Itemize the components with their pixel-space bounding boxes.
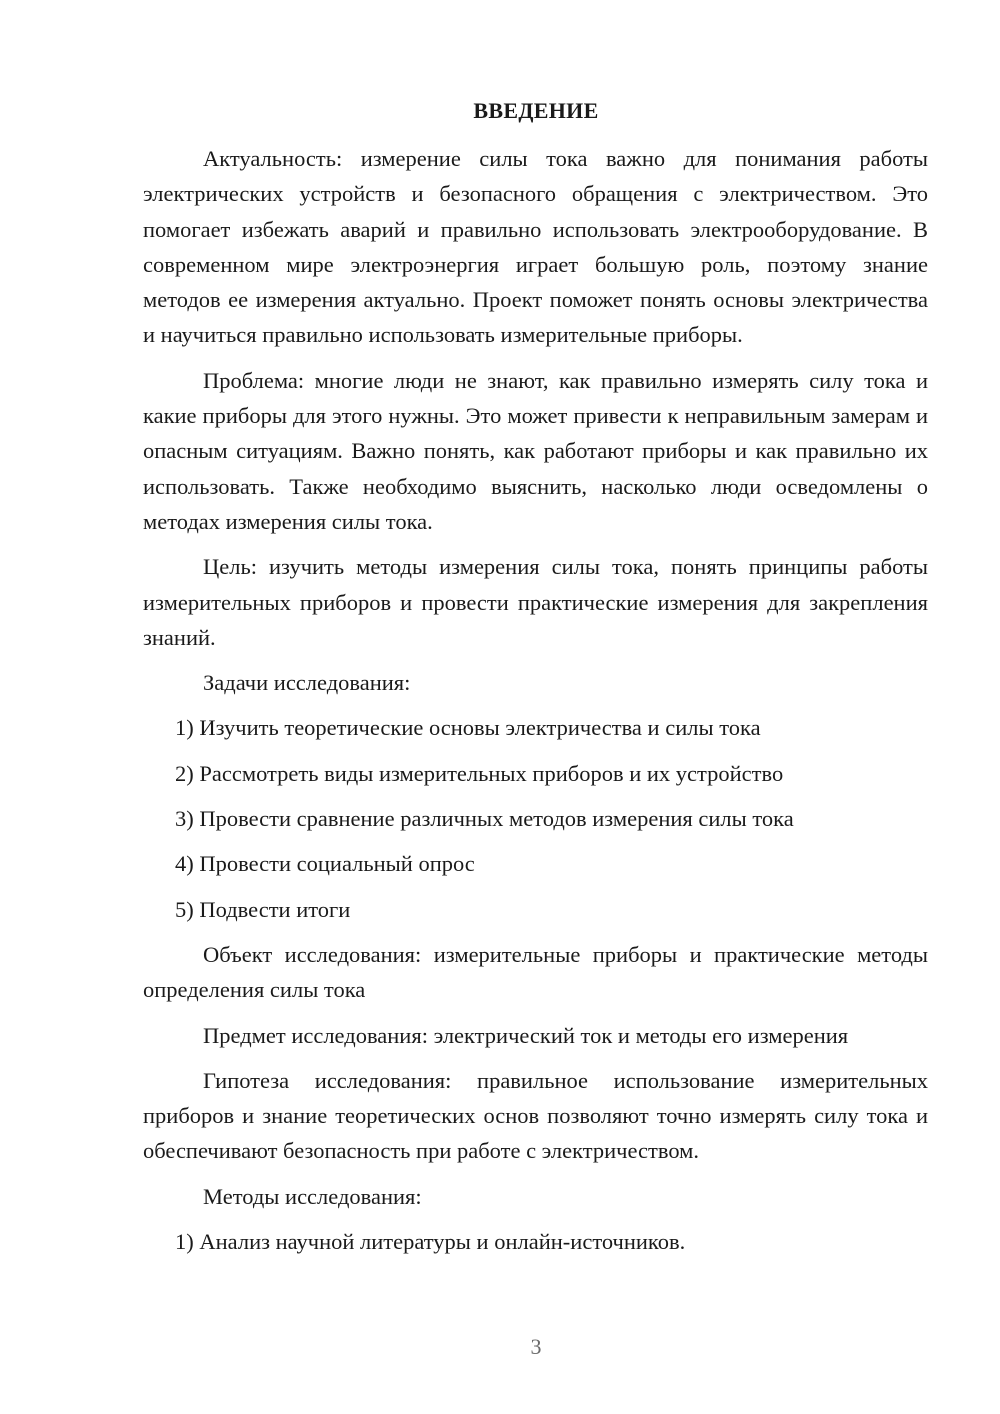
paragraph-goal: Цель: изучить методы измерения силы тока, понять принципы работы измерительных приборов и провести практические измерения для закрепления знаний. [143, 554, 928, 650]
method-item-1: 1) Анализ научной литературы и онлайн-источников. [175, 1229, 686, 1255]
task-item-3: 3) Провести сравнение различных методов измерения силы тока [175, 806, 794, 832]
tasks-heading: Задачи исследования: [203, 670, 411, 696]
document-body [143, 141, 928, 1269]
paragraph-object: Объект исследования: измерительные приборы и практические методы определения силы тока [143, 941, 928, 1003]
page-title: ВВЕДЕНИЕ [473, 98, 599, 123]
methods-heading: Методы исследования: [203, 1183, 422, 1209]
paragraph-relevance: Актуальность: измерение силы тока важно для понимания работы электрических устройств и безопасного обращения с электричеством. Это помогает избежать аварий и правильно использовать электрооборудование. В современном мире электроэнергия играет большую роль, поэтому знание методов ее измерения актуально. Проект поможет понять основы электричества и научиться правильно использовать измерительные приборы. [143, 146, 928, 348]
task-item-5: 5) Подвести итоги [175, 896, 351, 922]
paragraph-subject: Предмет исследования: электрический ток и методы его измерения [203, 1022, 849, 1048]
paragraph-problem: Проблема: многие люди не знают, как правильно измерять силу тока и какие приборы для этого нужны. Это может привести к неправильным замерам и опасным ситуациям. Важно понять, как работают приборы и как правильно их использовать. Также необходимо выяснить, насколько люди осведомлены о методах измерения силы тока. [143, 367, 928, 534]
paragraph-hypothesis: Гипотеза исследования: правильное использование измерительных приборов и знание теоретических основ позволяют точно измерять силу тока и обеспечивают безопасность при работе с электричеством. [143, 1067, 928, 1164]
task-item-1: 1) Изучить теоретические основы электричества и силы тока [175, 715, 761, 741]
task-item-2: 2) Рассмотреть виды измерительных приборов и их устройство [175, 760, 784, 786]
task-item-4: 4) Провести социальный опрос [175, 851, 475, 877]
page-number: 3 [530, 1334, 542, 1359]
